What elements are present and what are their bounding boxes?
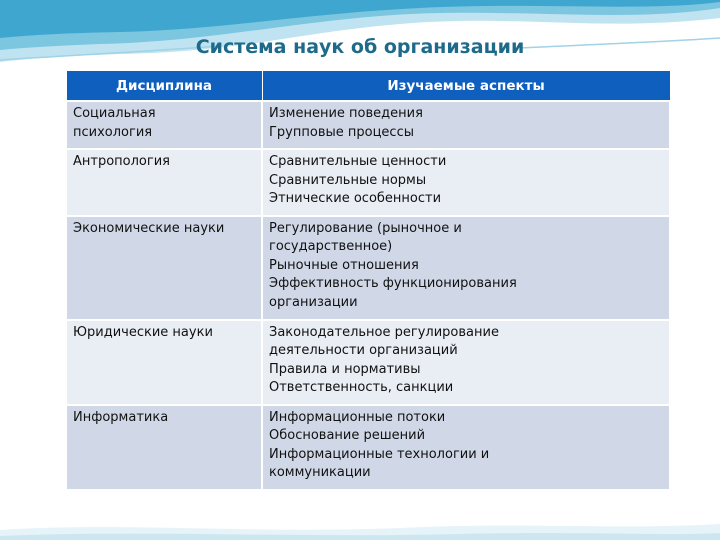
table-row bbox=[66, 101, 670, 149]
aspect-line: Ответственность, санкции bbox=[269, 380, 454, 395]
discipline-line: Социальная bbox=[73, 106, 156, 121]
decorative-wave-bottom bbox=[0, 500, 720, 540]
discipline-cell bbox=[66, 101, 262, 149]
aspect-line: коммуникации bbox=[269, 465, 371, 480]
table-header-row bbox=[66, 71, 670, 102]
aspects-cell bbox=[262, 101, 670, 149]
aspect-line: государственное) bbox=[269, 239, 393, 254]
discipline-cell bbox=[66, 320, 262, 405]
discipline-cell bbox=[66, 149, 262, 216]
discipline-cell bbox=[66, 216, 262, 320]
header-discipline: Дисциплина bbox=[66, 71, 262, 102]
aspects-cell bbox=[262, 405, 670, 490]
table-row bbox=[66, 216, 670, 320]
aspect-line: Этнические особенности bbox=[269, 191, 442, 206]
aspect-line: Рыночные отношения bbox=[269, 257, 419, 273]
discipline-line: Экономические науки bbox=[73, 220, 225, 236]
aspect-line: Групповые процессы bbox=[269, 124, 414, 140]
slide-title: Система наук об организации bbox=[195, 36, 525, 58]
aspect-line: Информационные технологии и bbox=[269, 446, 490, 462]
aspects-cell bbox=[262, 320, 670, 405]
aspect-line: Правила и нормативы bbox=[269, 361, 421, 377]
aspect-line: Изменение поведения bbox=[269, 106, 423, 121]
aspects-cell bbox=[262, 149, 670, 216]
aspect-line: Информационные потоки bbox=[269, 409, 446, 425]
table-row bbox=[66, 320, 670, 405]
aspects-cell bbox=[262, 216, 670, 320]
discipline-line: Информатика bbox=[73, 409, 169, 425]
table-row bbox=[66, 149, 670, 216]
aspect-line: Регулирование (рыночное и bbox=[269, 220, 462, 236]
header-aspects: Изучаемые аспекты bbox=[262, 71, 670, 102]
aspect-line: Сравнительные ценности bbox=[269, 154, 447, 169]
aspect-line: деятельности организаций bbox=[269, 343, 458, 358]
disciplines-table bbox=[65, 70, 671, 491]
aspect-line: Эффективность функционирования bbox=[269, 276, 517, 291]
aspect-line: организации bbox=[269, 294, 358, 310]
aspect-line: Обоснование решений bbox=[269, 428, 426, 443]
discipline-line: психология bbox=[73, 124, 153, 140]
discipline-cell bbox=[66, 405, 262, 490]
aspect-line: Законодательное регулирование bbox=[269, 324, 499, 340]
discipline-line: Антропология bbox=[73, 154, 170, 169]
discipline-line: Юридические науки bbox=[73, 324, 213, 340]
aspect-line: Сравнительные нормы bbox=[269, 172, 427, 188]
table-row bbox=[66, 405, 670, 490]
